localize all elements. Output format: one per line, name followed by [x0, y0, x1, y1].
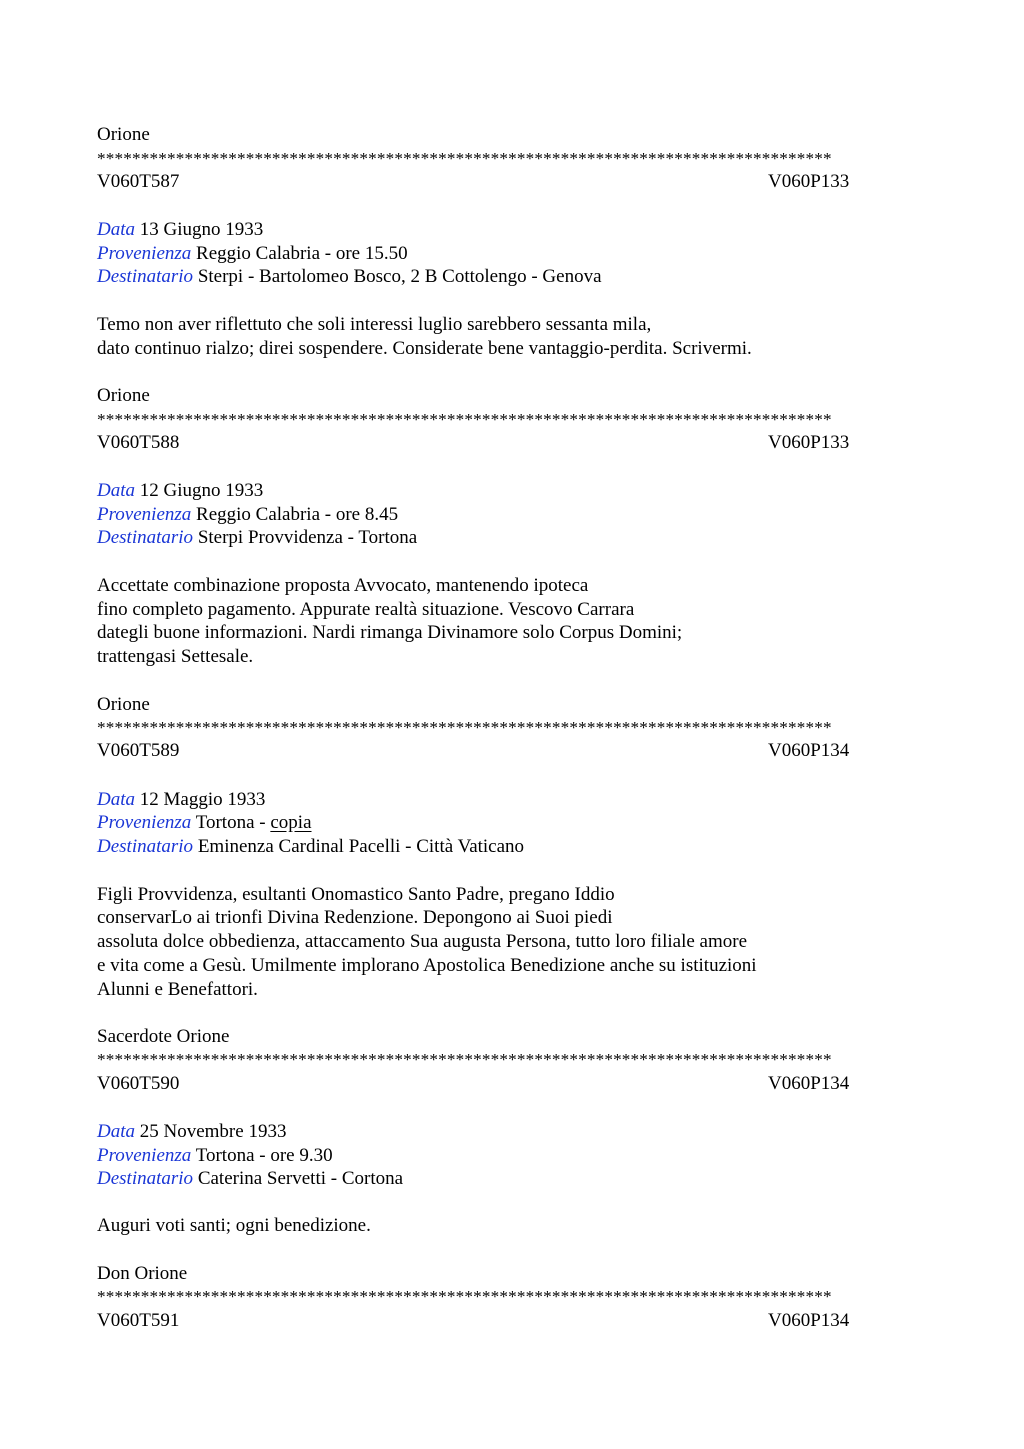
entry-code: V060T587 — [97, 171, 180, 192]
provenienza-value: Tortona - ore 9.30 — [195, 1145, 333, 1166]
entry-code: V060T590 — [97, 1073, 180, 1094]
data-value: 12 Maggio 1933 — [139, 789, 266, 810]
destinatario-label: Destinatario — [97, 266, 194, 287]
provenienza-value: Reggio Calabria - ore 8.45 — [196, 504, 399, 525]
destinatario-line — [97, 1169, 403, 1188]
provenienza-prefix: Tortona - — [195, 812, 271, 833]
destinatario-label: Destinatario — [97, 836, 194, 857]
destinatario-value: Sterpi - Bartolomeo Bosco, 2 B Cottolengo - Genova — [197, 266, 602, 287]
destinatario-line — [97, 267, 602, 286]
body-line: dato continuo rialzo; direi sospendere. Considerate bene vantaggio-perdita. Scrivermi. — [97, 338, 752, 359]
data-value: 25 Novembre 1933 — [139, 1121, 287, 1142]
body-line: Auguri voti santi; ogni benedizione. — [97, 1215, 371, 1236]
separator: ************************************************************************************ — [97, 1287, 832, 1306]
entry-code: V060T591 — [97, 1310, 180, 1331]
data-line — [97, 790, 265, 809]
body-line: assoluta dolce obbedienza, attaccamento Sua augusta Persona, tutto loro filiale amore — [97, 931, 747, 952]
body-line: Alunni e Benefattori. — [97, 979, 258, 1000]
provenienza-line — [97, 1146, 333, 1165]
body-line: Temo non aver riflettuto che soli interessi luglio sarebbero sessanta mila, — [97, 314, 652, 335]
provenienza-line — [97, 813, 312, 832]
body-line: Figli Provvidenza, esultanti Onomastico Santo Padre, pregano Iddio — [97, 884, 615, 905]
provenienza-label: Provenienza — [97, 812, 192, 833]
body-line: dategli buone informazioni. Nardi rimanga Divinamore solo Corpus Domini; — [97, 622, 683, 643]
data-line — [97, 1122, 286, 1141]
provenienza-value: Reggio Calabria - ore 15.50 — [196, 243, 408, 264]
destinatario-line — [97, 837, 524, 856]
prev-signature: Orione — [97, 124, 150, 145]
destinatario-label: Destinatario — [97, 1168, 194, 1189]
page-code: V060P134 — [768, 740, 850, 761]
entry-code: V060T589 — [97, 740, 180, 761]
body-line: trattengasi Settesale. — [97, 646, 254, 667]
data-value: 12 Giugno 1933 — [139, 480, 264, 501]
provenienza-line — [97, 505, 398, 524]
page-code: V060P133 — [768, 171, 850, 192]
separator: ************************************************************************************ — [97, 1050, 832, 1069]
destinatario-label: Destinatario — [97, 527, 194, 548]
body-line: e vita come a Gesù. Umilmente implorano Apostolica Benedizione anche su istituzioni — [97, 955, 757, 976]
data-line — [97, 481, 263, 500]
separator: ************************************************************************************ — [97, 718, 832, 737]
provenienza-label: Provenienza — [97, 243, 192, 264]
signature: Don Orione — [97, 1263, 188, 1284]
signature: Orione — [97, 694, 150, 715]
page-code: V060P134 — [768, 1310, 850, 1331]
signature: Orione — [97, 385, 150, 406]
data-label: Data — [97, 1121, 135, 1142]
destinatario-value: Sterpi Provvidenza - Tortona — [197, 527, 418, 548]
signature: Sacerdote Orione — [97, 1026, 230, 1047]
provenienza-line — [97, 244, 408, 263]
data-label: Data — [97, 789, 135, 810]
provenienza-label: Provenienza — [97, 1145, 192, 1166]
provenienza-underlined: copia — [270, 812, 312, 833]
body-line: conservarLo ai trionfi Divina Redenzione. Depongono ai Suoi piedi — [97, 907, 613, 928]
data-value: 13 Giugno 1933 — [139, 219, 264, 240]
data-label: Data — [97, 480, 135, 501]
entry-code: V060T588 — [97, 432, 180, 453]
page-code: V060P134 — [768, 1073, 850, 1094]
data-label: Data — [97, 219, 135, 240]
separator: ************************************************************************************ — [97, 149, 832, 168]
destinatario-value: Caterina Servetti - Cortona — [197, 1168, 404, 1189]
body-line: Accettate combinazione proposta Avvocato, mantenendo ipoteca — [97, 575, 589, 596]
page-code: V060P133 — [768, 432, 850, 453]
destinatario-value: Eminenza Cardinal Pacelli - Città Vaticano — [197, 836, 525, 857]
body-line: fino completo pagamento. Appurate realtà situazione. Vescovo Carrara — [97, 599, 635, 620]
data-line — [97, 220, 263, 239]
separator: ************************************************************************************ — [97, 410, 832, 429]
destinatario-line — [97, 528, 417, 547]
provenienza-label: Provenienza — [97, 504, 192, 525]
